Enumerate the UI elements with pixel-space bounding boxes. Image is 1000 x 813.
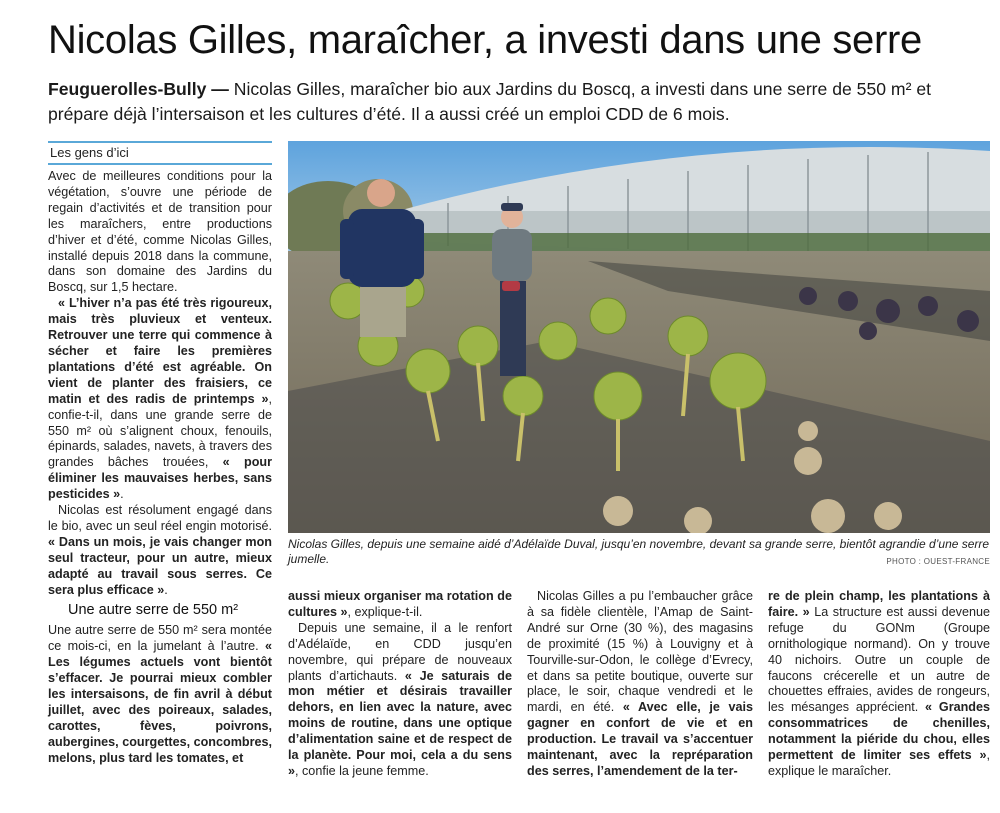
paragraph-intro: Avec de meilleures conditions pour la végétation, s’ouvre une période de regain d’activités et de transition pour les maraîchers, entre productions d’hiver et d’été, comme Nicolas Gilles, installé depuis 2018 dans la commune, dans son domaine des Jardins du Boscq, sur 1,5 hectare. — [48, 169, 272, 295]
text: , confie-t-il, dans une grande serre de 550 m² où s’alignent choux, fenouils, épinards, salades, navets, à travers des grandes bâches trouées, — [48, 391, 272, 470]
column-4 — [768, 589, 990, 780]
text: , explique le maraîcher. — [768, 748, 990, 778]
paragraph-rotation — [288, 589, 512, 621]
quote: aussi mieux organiser ma rotation de cultures » — [288, 589, 512, 619]
column-3 — [527, 589, 753, 780]
paragraph-gonm — [768, 589, 990, 780]
paragraph-quote-1 — [48, 296, 272, 503]
photo-caption: Nicolas Gilles, depuis une semaine aidé d’Adélaïde Duval, jusqu’en novembre, devant sa grande serre, bientôt agrandie d’une serre jumelle. — [288, 537, 990, 566]
dateline: Feuguerolles-Bully — — [48, 79, 229, 99]
quote: « Les légumes actuels vont bientôt s’effacer. Je pourrai mieux combler les intersaisons, de fin avril à début juillet, avec des poireaux, salades, carottes, fèves, poivrons, aubergines, courgettes, concombres, melons, plus tard les tomates, et — [48, 639, 273, 765]
paragraph-clientele — [527, 589, 753, 780]
text: . — [120, 487, 124, 502]
text: . — [164, 582, 168, 597]
lede-text: Nicolas Gilles, maraîcher bio aux Jardins du Boscq, a investi dans une serre de 550 m² et prépare déjà l’intersaison et les cultures d’été. Il a aussi créé un emploi CDD de 6 mois. — [48, 79, 931, 124]
greenhouse-photo-illustration — [288, 141, 990, 533]
text: Nicolas Gilles a pu l’embaucher grâce à sa fidèle clientèle, l’Amap de Saint-André sur Orne (30 %), des magasins de proximité (15 %) à Louvigny et à Tourville-sur-Odon, le collège d’Evrecy, et dans sa petite boutique, ouverte sur place, le soir, chaque vendredi et le mardi, en été. — [527, 589, 753, 715]
subheading: Une autre serre de 550 m² — [68, 602, 239, 619]
paragraph-bio — [48, 503, 272, 598]
article-photo — [288, 141, 990, 533]
rubric: Les gens d’ici — [48, 141, 272, 165]
quote: « Grandes consommatrices de chenilles, notamment la piéride du chou, elles permettent de limiter ses effets » — [768, 700, 990, 763]
quote: « Je saturais de mon métier et désirais travailler dehors, en lien avec la nature, avec moins de routine, dans une optique d’alimentation saine et de respect de la planète. Pour moi, cela a du sens » — [288, 668, 512, 778]
text: Depuis une semaine, il a le renfort d’Adélaïde, en CDD jusqu’en novembre, qui prépare de nouveaux plants d’artichauts. — [288, 620, 512, 683]
text: , explique-t-il. — [347, 604, 423, 619]
paragraph-adelaide — [288, 621, 512, 780]
column-1 — [48, 141, 272, 767]
quote: re de plein champ, les plantations à faire. » — [768, 589, 990, 619]
text: La structure est aussi devenue refuge du GONm (Groupe ornithologique normand). On y trouve 40 nichoirs. Outre un couple de faucons crécerelle et un autre de chouettes effraies, avides de rongeurs, les mésanges apprécient. — [768, 604, 990, 715]
headline: Nicolas Gilles, maraîcher, a investi dans une serre — [48, 18, 922, 62]
photo-credit: PHOTO : OUEST-FRANCE — [886, 557, 990, 566]
quote: « Dans un mois, je vais changer mon seul tracteur, pour un autre, mieux adapté au travail sous serres. Ce sera plus efficace » — [48, 534, 272, 597]
quote: « Avec elle, je vais gagner en confort de vie et en production. Le travail va s’accentuer maintenant, avec la repréparation des serres, l’amendement de la ter- — [527, 700, 753, 778]
text: Une autre serre de 550 m² sera montée ce mois-ci, en la jumelant à l’autre. — [48, 623, 272, 654]
text: Nicolas est résolument engagé dans le bio, avec un seul réel engin motorisé. — [48, 503, 272, 533]
column-2 — [288, 589, 512, 780]
text: , confie la jeune femme. — [295, 763, 429, 778]
lede — [48, 77, 988, 127]
quote: « pour éliminer les mauvaises herbes, sans pesticides » — [48, 455, 273, 502]
paragraph-serre — [48, 623, 272, 766]
quote: « L’hiver n’a pas été très rigoureux, mais très pluvieux et venteux. Retrouver une terre qui commence à sécher et faire les premières plantations d’été est agréable. On vient de planter des fraisiers, ce matin et des radis de printemps » — [48, 296, 272, 406]
